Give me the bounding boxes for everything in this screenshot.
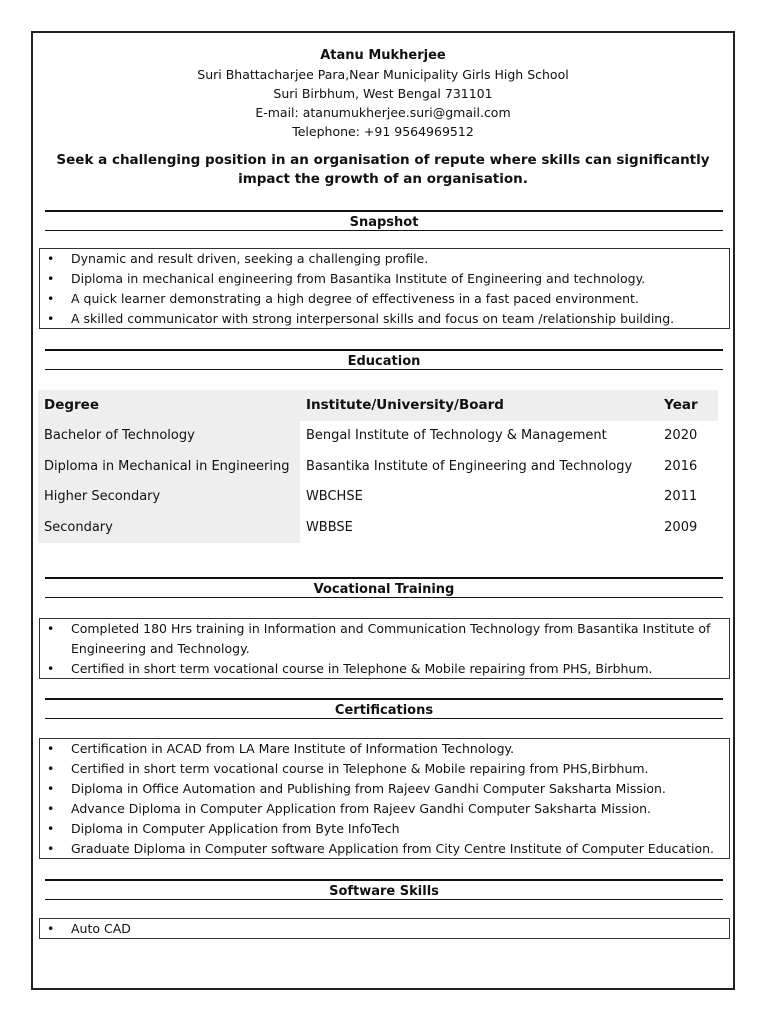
list-item: • Certification in ACAD from LA Mare Institute of Information Technology. <box>44 739 725 759</box>
career-objective: Seek a challenging position in an organisation of repute where skills can significantly impact the growth of an organisation. <box>56 152 710 187</box>
snapshot-box <box>39 248 730 329</box>
bullet: • <box>47 761 55 776</box>
address-line-2: Suri Birbhum, West Bengal 731101 <box>273 86 493 101</box>
bullet: • <box>47 841 55 856</box>
list-item: • A skilled communicator with strong interpersonal skills and focus on team /relationship building. <box>44 309 725 329</box>
table-row: Diploma in Mechanical in Engineering Basantika Institute of Engineering and Technology 2016 <box>38 451 718 482</box>
bullet: • <box>47 921 55 936</box>
section-title-snapshot: Snapshot <box>45 210 723 231</box>
bullet: • <box>47 621 55 636</box>
section-title-education: Education <box>45 349 723 370</box>
list-item: • Certified in short term vocational course in Telephone & Mobile repairing from PHS,Birbhum. <box>44 759 725 779</box>
list-item: • Diploma in Office Automation and Publishing from Rajeev Gandhi Computer Saksharta Mission. <box>44 779 725 799</box>
list-item: • Dynamic and result driven, seeking a challenging profile. <box>44 249 725 269</box>
table-row: Bachelor of Technology Bengal Institute of Technology & Management 2020 <box>38 421 718 452</box>
list-item: • Certified in short term vocational course in Telephone & Mobile repairing from PHS, Birbhum. <box>44 659 725 679</box>
address-line-1: Suri Bhattacharjee Para,Near Municipality Girls High School <box>197 67 569 82</box>
list-item: • A quick learner demonstrating a high degree of effectiveness in a fast paced environment. <box>44 289 725 309</box>
bullet: • <box>47 251 55 266</box>
column-header-institute: Institute/University/Board <box>300 390 658 421</box>
candidate-name: Atanu Mukherjee <box>320 48 446 63</box>
email-line: E-mail: atanumukherjee.suri@gmail.com <box>255 105 511 120</box>
vocational-box <box>39 618 730 679</box>
bullet: • <box>47 311 55 326</box>
bullet: • <box>47 801 55 816</box>
bullet: • <box>47 661 55 676</box>
list-item: • Diploma in mechanical engineering from Basantika Institute of Engineering and technology. <box>44 269 725 289</box>
education-table <box>38 390 718 543</box>
column-header-degree: Degree <box>38 390 300 421</box>
list-item: • Auto CAD <box>44 919 725 939</box>
telephone-line: Telephone: +91 9564969512 <box>292 124 474 139</box>
column-header-year: Year <box>658 390 718 421</box>
section-title-certifications: Certifications <box>45 698 723 719</box>
software-box <box>39 918 730 939</box>
list-item: • Advance Diploma in Computer Application from Rajeev Gandhi Computer Saksharta Mission. <box>44 799 725 819</box>
certifications-box <box>39 738 730 859</box>
bullet: • <box>47 291 55 306</box>
table-row: Secondary WBBSE 2009 <box>38 512 718 543</box>
section-title-vocational: Vocational Training <box>45 577 723 598</box>
resume-page <box>31 31 735 990</box>
bullet: • <box>47 741 55 756</box>
bullet: • <box>47 271 55 286</box>
table-header-row <box>38 390 718 421</box>
list-item: • Completed 180 Hrs training in Information and Communication Technology from Basantika Institute of Engineering and Technology. <box>47 621 711 656</box>
table-row: Higher Secondary WBCHSE 2011 <box>38 482 718 513</box>
section-title-software: Software Skills <box>45 879 723 900</box>
bullet: • <box>47 781 55 796</box>
list-item: • Diploma in Computer Application from Byte InfoTech <box>44 819 725 839</box>
bullet: • <box>47 821 55 836</box>
contact-header <box>33 33 733 141</box>
list-item: • Graduate Diploma in Computer software Application from City Centre Institute of Computer Education. <box>44 839 725 859</box>
